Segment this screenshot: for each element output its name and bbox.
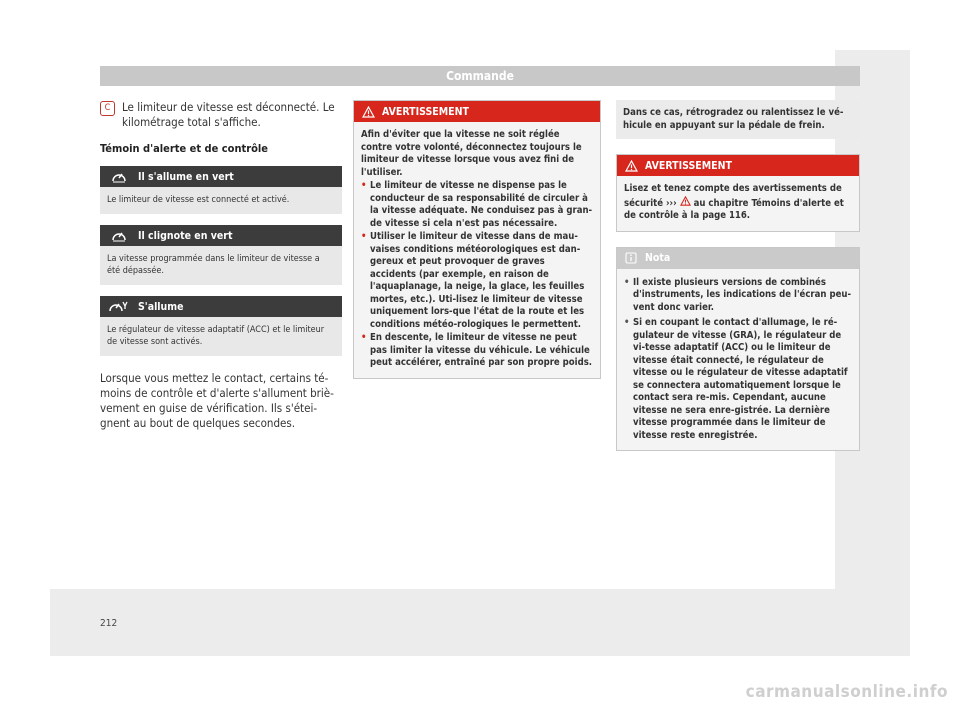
intro-item <box>100 100 342 130</box>
indicator-label: Il s'allume en vert <box>138 170 234 183</box>
warning-header <box>354 101 600 122</box>
indicator-label: S'allume <box>138 300 184 313</box>
bullet-text: Le limiteur de vitesse ne dispense pas le conducteur de sa responsabilité de circuler à la vitesse adéquate. Ne conduisez pas à gran-de vitesse si cela n'est pas nécessaire. <box>370 180 593 229</box>
bullet-dot: • <box>624 317 630 328</box>
list-item <box>624 277 852 315</box>
intro-text: Le limiteur de vitesse est déconnecté. Le kilométrage total s'affiche. <box>122 100 335 129</box>
speed-limiter-icon <box>100 170 138 184</box>
letter-c-badge: C <box>100 101 115 116</box>
warning-body <box>617 176 859 231</box>
warning-title: AVERTISSEMENT <box>382 105 469 118</box>
bullet-dot: • <box>361 231 367 242</box>
warning-triangle-icon <box>617 160 645 172</box>
warning-body <box>354 122 600 378</box>
indicator-box-3 <box>100 296 342 356</box>
warning-title: AVERTISSEMENT <box>645 159 732 172</box>
list-item <box>361 332 593 370</box>
bullet-dot: • <box>624 276 630 288</box>
indicator-description: La vitesse programmée dans le limiteur de vitesse a été dépassée. <box>107 254 320 276</box>
info-icon <box>617 252 645 264</box>
continuation-box: Dans ce cas, rétrogradez ou ralentissez le vé-hicule en appuyant sur la pédale de frein. <box>616 100 860 139</box>
warning-box <box>353 100 601 379</box>
list-item <box>361 180 593 230</box>
indicator-header <box>100 166 342 187</box>
column-left <box>100 100 342 431</box>
warning-intro: Afin d'éviter que la vitesse ne soit réglée contre votre volonté, déconnectez toujours le limiteur de vitesse lorsque vous avez fini de l'utiliser. <box>361 129 582 178</box>
indicator-box-1 <box>100 166 342 214</box>
nota-box <box>616 247 860 452</box>
inline-warning-icon <box>680 196 691 211</box>
bullet-text: Utiliser le limiteur de vitesse dans de mau-vaises conditions météorologiques est dan-gereux et peut provoquer de graves accidents (par exemple, en raison de l'aquaplanage, la neige, la glace, les feuilles mortes, etc.). Uti-lisez le limiteur de vitesse uniquement lors-que l'état de la route et les conditions météo-rologiques le permettent. <box>370 231 585 330</box>
body-paragraph: Lorsque vous mettez le contact, certains té-moins de contrôle et d'alerte s'allument briè-vement en guise de vérification. Ils s'étei-gnent au bout de quelques secondes. <box>100 371 334 430</box>
nota-header <box>617 248 859 269</box>
warning-triangle-icon <box>354 106 382 118</box>
speed-limiter-icon <box>100 229 138 243</box>
warning-box-2 <box>616 154 860 232</box>
bullet-text: En descente, le limiteur de vitesse ne peut pas limiter la vitesse du véhicule. Le véhicule peut accélérer, entraîné par son propre poids. <box>370 332 593 368</box>
list-item <box>361 231 593 331</box>
indicator-label: Il clignote en vert <box>138 229 233 242</box>
page-number: 212 <box>100 618 118 629</box>
list-item <box>624 317 852 442</box>
indicator-header <box>100 225 342 246</box>
indicator-description: Le régulateur de vitesse adaptatif (ACC) et le limiteur de vitesse sont activés. <box>107 325 325 347</box>
column-right <box>616 100 860 451</box>
indicator-box-2 <box>100 225 342 285</box>
warning-header <box>617 155 859 176</box>
watermark: carmanualsonline.info <box>745 682 948 702</box>
warning-text-after: au chapitre Témoins d'alerte et de contrôle à la page 116. <box>624 197 844 221</box>
bullet-dot: • <box>361 332 367 343</box>
bullet-dot: • <box>361 180 367 191</box>
section-header: Commande <box>100 66 860 86</box>
acc-limiter-icon <box>100 300 138 314</box>
section-title: Témoin d'alerte et de contrôle <box>100 142 269 155</box>
indicator-header <box>100 296 342 317</box>
bullet-text: Il existe plusieurs versions de combinés d'instruments, les indications de l'écran peu-vent donc varier. <box>633 276 852 313</box>
bullet-text: Si en coupant le contact d'allumage, le ré-gulateur de vitesse (GRA), le régulateur de vi-tesse adaptatif (ACC) ou le limiteur de vitesse était connecté, le régulateur de vitesse ou le régulateur de vitesse adaptatif se connectera automatiquement lorsque le contact sera re-mis. Cependant, aucune vitesse ne sera enre-gistrée. La dernière vitesse programmée dans le limiteur de vitesse reste enregistrée. <box>633 317 848 441</box>
nota-title: Nota <box>645 252 671 264</box>
nota-body <box>617 269 859 451</box>
column-middle <box>353 100 601 379</box>
warning-text-before: Lisez et tenez compte des avertissements de sécurité ››› <box>624 183 842 209</box>
indicator-description: Le limiteur de vitesse est connecté et activé. <box>107 195 290 205</box>
